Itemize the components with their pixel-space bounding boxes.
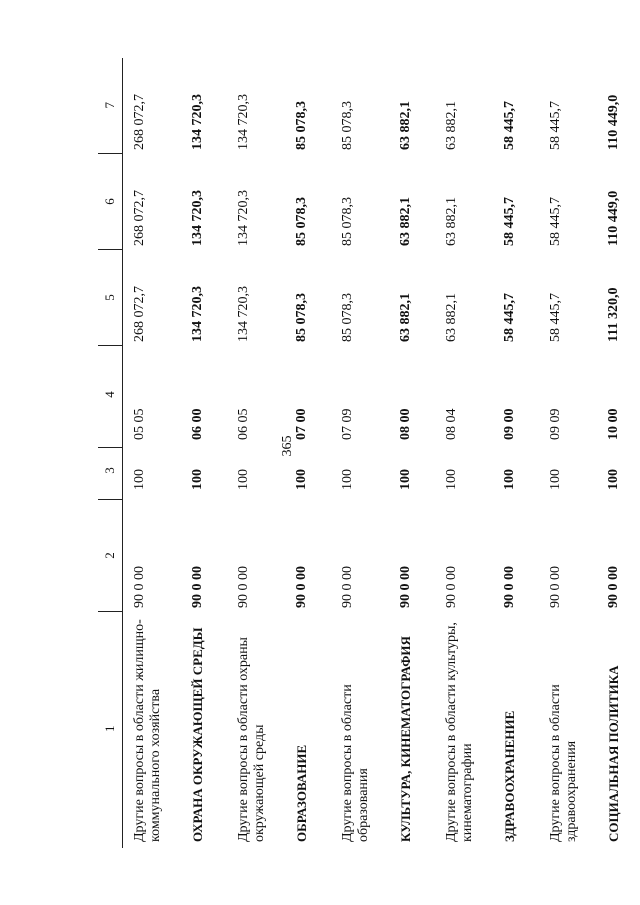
target-code-cell: 90 0 00 [235, 566, 251, 608]
amount-cell: 268 072,7 [132, 94, 147, 150]
amount-cell: 110 449,0 [605, 94, 621, 150]
target-code-cell: 90 0 00 [132, 566, 147, 608]
amount-cell: 134 720,3 [189, 286, 205, 342]
column-header: 2 [98, 500, 123, 612]
amount-cell: 134 720,3 [235, 190, 251, 246]
amount-cell: 63 882,1 [397, 101, 413, 150]
amount-cell: 134 720,3 [235, 286, 251, 342]
amount-cell: 63 882,1 [397, 293, 413, 342]
section-cell: 07 00 [293, 408, 309, 440]
amount-cell: 85 078,3 [293, 197, 309, 246]
section-cell: 06 05 [235, 408, 251, 440]
amount-cell: 134 720,3 [235, 94, 251, 150]
expense-type-cell: 100 [547, 469, 563, 490]
amount-cell: 63 882,1 [443, 197, 459, 246]
expense-type-cell: 100 [189, 469, 205, 490]
target-code-cell: 90 0 00 [189, 566, 205, 608]
target-code-cell: 90 0 00 [339, 566, 355, 608]
amount-cell: 63 882,1 [397, 197, 413, 246]
row-name-cell: КУЛЬТУРА, КИНЕМАТОГРАФИЯ [397, 636, 413, 842]
section-cell: 05 05 [132, 408, 147, 440]
expense-type-cell: 100 [443, 469, 459, 490]
budget-table [98, 58, 637, 848]
row-name-cell: ЗДРАВООХРАНЕНИЕ [501, 710, 517, 842]
amount-cell: 268 072,7 [132, 190, 147, 246]
column-header: 4 [98, 346, 123, 448]
amount-cell: 134 720,3 [189, 190, 205, 246]
section-cell: 08 04 [443, 408, 459, 440]
amount-cell: 63 882,1 [443, 101, 459, 150]
table-row [435, 58, 493, 848]
row-name-cell: Другие вопросы в области охраны окружающей среды [235, 637, 267, 842]
row-name-cell: ОХРАНА ОКРУЖАЮЩЕЙ СРЕДЫ [189, 627, 205, 842]
section-cell: 06 00 [189, 408, 205, 440]
section-cell: 09 00 [501, 408, 517, 440]
target-code-cell: 90 0 00 [293, 566, 309, 608]
section-cell: 09 09 [547, 408, 563, 440]
amount-cell: 58 445,7 [501, 293, 517, 342]
amount-cell: 85 078,3 [339, 197, 355, 246]
expense-type-cell: 100 [235, 469, 251, 490]
table-row [493, 58, 539, 848]
section-cell: 10 00 [605, 408, 621, 440]
table-row [285, 58, 331, 848]
table-row [331, 58, 389, 848]
amount-cell: 58 445,7 [547, 101, 563, 150]
expense-type-cell: 100 [397, 469, 413, 490]
target-code-cell: 90 0 00 [501, 566, 517, 608]
table-header-row [98, 58, 123, 848]
amount-cell: 85 078,3 [293, 293, 309, 342]
table-row [227, 58, 285, 848]
row-name-cell: Другие вопросы в области здравоохранения [547, 684, 579, 842]
row-name-cell: Другие вопросы в области образования [339, 684, 371, 842]
column-header: 1 [98, 612, 123, 848]
row-name-cell: СОЦИАЛЬНАЯ ПОЛИТИКА [605, 665, 621, 842]
page-number: 365 [280, 435, 295, 457]
column-header: 5 [98, 250, 123, 346]
table-row [123, 58, 181, 848]
table-row [389, 58, 435, 848]
table-row [539, 58, 597, 848]
row-name-cell: ОБРАЗОВАНИЕ [293, 744, 309, 842]
target-code-cell: 90 0 00 [547, 566, 563, 608]
expense-type-cell: 100 [339, 469, 355, 490]
column-header: 6 [98, 154, 123, 250]
amount-cell: 63 882,1 [443, 293, 459, 342]
row-name-cell: Другие вопросы в области культуры, кинематографии [443, 622, 475, 842]
expense-type-cell: 100 [605, 469, 621, 490]
amount-cell: 111 320,0 [605, 287, 621, 342]
amount-cell: 58 445,7 [501, 197, 517, 246]
budget-table-rotated [98, 58, 621, 848]
amount-cell: 85 078,3 [339, 293, 355, 342]
amount-cell: 268 072,7 [132, 286, 147, 342]
amount-cell: 58 445,7 [547, 197, 563, 246]
row-name-cell: Другие вопросы в области жилищно-коммунального хозяйства [132, 619, 163, 842]
target-code-cell: 90 0 00 [397, 566, 413, 608]
amount-cell: 58 445,7 [547, 293, 563, 342]
column-header: 7 [98, 58, 123, 154]
expense-type-cell: 100 [501, 469, 517, 490]
amount-cell: 110 449,0 [605, 190, 621, 246]
amount-cell: 58 445,7 [501, 101, 517, 150]
column-header: 3 [98, 448, 123, 500]
section-cell: 08 00 [397, 408, 413, 440]
table-row [181, 58, 227, 848]
amount-cell: 85 078,3 [339, 101, 355, 150]
target-code-cell: 90 0 00 [605, 566, 621, 608]
amount-cell: 134 720,3 [189, 94, 205, 150]
expense-type-cell: 100 [293, 469, 309, 490]
expense-type-cell: 100 [132, 469, 147, 490]
table-row [597, 58, 637, 848]
section-cell: 07 09 [339, 408, 355, 440]
target-code-cell: 90 0 00 [443, 566, 459, 608]
amount-cell: 85 078,3 [293, 101, 309, 150]
